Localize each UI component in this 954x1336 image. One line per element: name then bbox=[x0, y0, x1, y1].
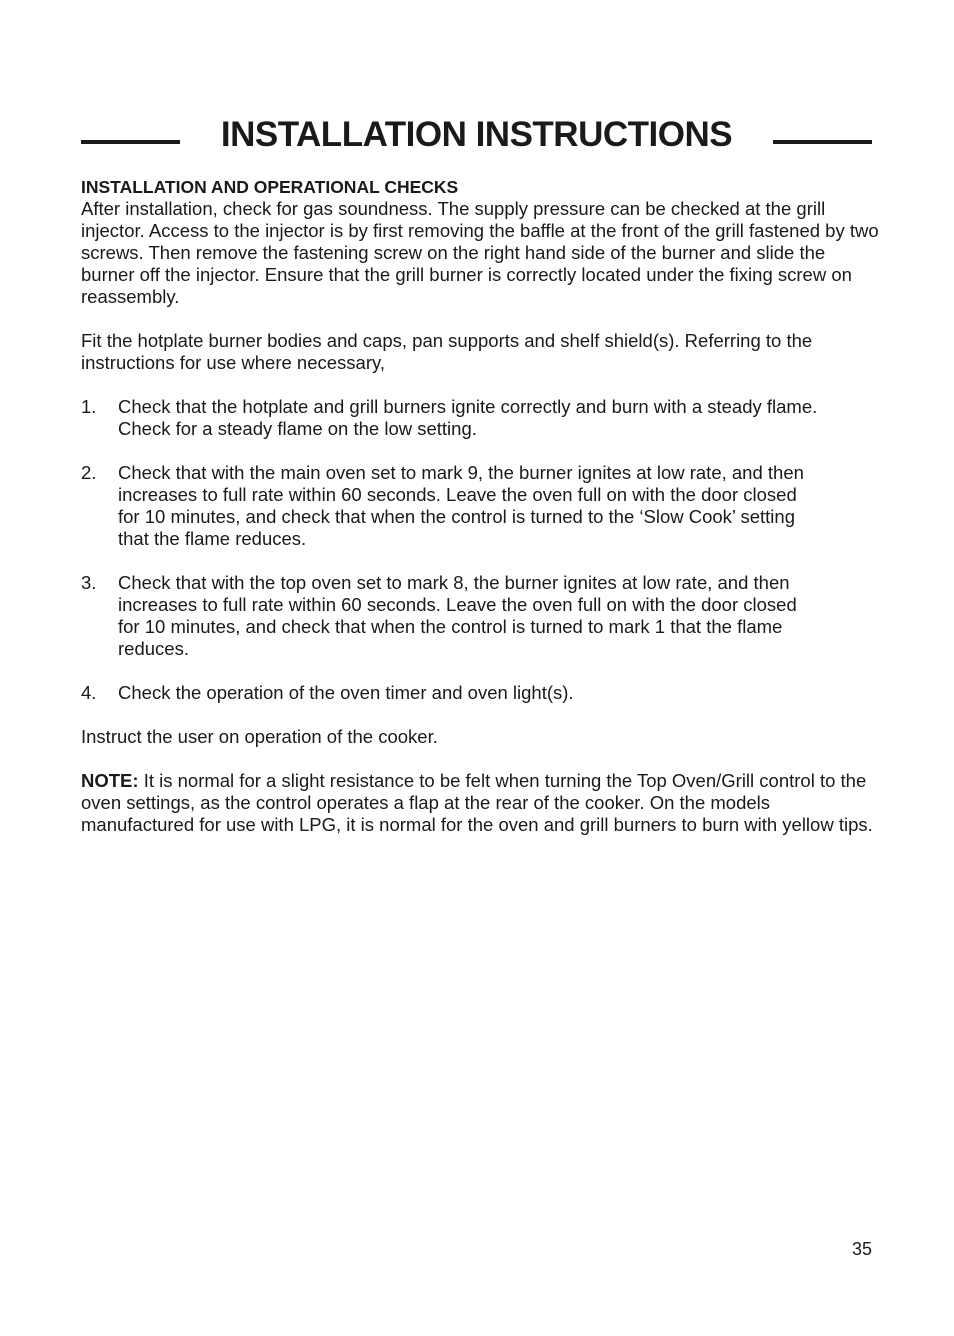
page-content bbox=[81, 176, 881, 858]
note-text: It is normal for a slight resistance to be felt when turning the Top Oven/Grill control to the oven settings, as the control operates a flap at the rear of the cooker. On the models manufactured for use with LPG, it is normal for the oven and grill burners to burn with yellow tips. bbox=[81, 770, 873, 835]
page-header bbox=[81, 110, 872, 160]
step-number: 3. bbox=[81, 572, 97, 593]
note-paragraph bbox=[81, 770, 881, 836]
instruct-paragraph: Instruct the user on operation of the cooker. bbox=[81, 726, 438, 747]
step-text: Check that the hotplate and grill burners ignite correctly and burn with a steady flame. Check for a steady flame on the low setting. bbox=[118, 396, 818, 439]
page-title: INSTALLATION INSTRUCTIONS bbox=[220, 115, 733, 154]
step-text: Check the operation of the oven timer and oven light(s). bbox=[118, 682, 574, 703]
list-item bbox=[81, 682, 818, 704]
step-text: Check that with the top oven set to mark 8, the burner ignites at low rate, and then increases to full rate within 60 seconds. Leave the oven full on with the door closed for 10 minutes, and check that when the control is turned to mark 1 that the flame reduces. bbox=[118, 572, 797, 659]
step-number: 1. bbox=[81, 396, 97, 417]
step-number: 4. bbox=[81, 682, 97, 703]
list-item bbox=[81, 572, 818, 660]
title-rule-left bbox=[81, 140, 180, 144]
title-rule-right bbox=[773, 140, 872, 144]
section-heading: INSTALLATION AND OPERATIONAL CHECKS bbox=[81, 177, 459, 197]
list-item bbox=[81, 462, 818, 550]
checks-list bbox=[81, 396, 881, 704]
intro-text: After installation, check for gas soundness. The supply pressure can be checked at the grill injector. Access to the injector is by first removing the baffle at the front of the grill fastened by two screws. Then remove the fastening screw on the right hand side of the burner and slide the burner off the injector. Ensure that the grill burner is correctly located under the fixing screw on reassembly. bbox=[81, 198, 879, 307]
list-item bbox=[81, 396, 818, 440]
intro-paragraph bbox=[81, 176, 881, 308]
step-number: 2. bbox=[81, 462, 97, 483]
step-text: Check that with the main oven set to mark 9, the burner ignites at low rate, and then increases to full rate within 60 seconds. Leave the oven full on with the door closed for 10 minutes, and check that when the control is turned to the ‘Slow Cook’ setting that the flame reduces. bbox=[118, 462, 804, 549]
fit-paragraph: Fit the hotplate burner bodies and caps, pan supports and shelf shield(s). Referring to the instructions for use where necessary, bbox=[81, 330, 813, 373]
page-number: 35 bbox=[851, 1239, 872, 1259]
note-label: NOTE: bbox=[81, 770, 139, 791]
